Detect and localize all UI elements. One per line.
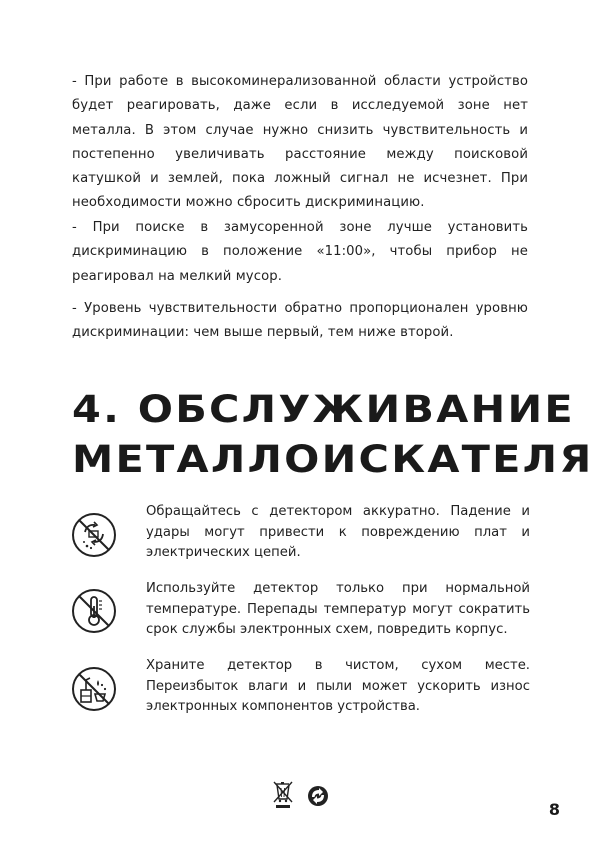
- weee-crossed-bin-icon: [272, 780, 294, 810]
- no-temperature-icon: [71, 588, 117, 634]
- page-number: 8: [548, 800, 560, 819]
- care-text-temperature: Используйте детектор только при нормальной температуре. Перепады температур могут сократить срок службы электронных схем, повредить корпус.: [146, 581, 530, 638]
- no-drop-icon: [71, 512, 117, 558]
- section-heading: [72, 385, 594, 485]
- paragraph-littered-area: - При поиске в замусоренной зоне лучше установить дискриминацию в положение «11:00», чтобы прибор не реагировал на мелкий мусор.: [72, 220, 528, 284]
- paragraph-mineralized-soil: - При работе в высокоминерализованной области устройство будет реагировать, даже если в исследуемой зоне нет металла. В этом случае нужно снизить чувствительность и постепенно увеличивать расстояние между поисковой катушкой и землей, пока ложный сигнал не исчезнет. При необходимости можно сбросить дискриминацию.: [72, 74, 528, 211]
- paragraph-sensitivity-discrimination: - Уровень чувствительности обратно пропорционален уровню дискриминации: чем выше первый, тем ниже второй.: [72, 301, 528, 341]
- section-heading-line1: 4. ОБСЛУЖИВАНИЕ: [72, 388, 575, 431]
- care-text-handling: Обращайтесь с детектором аккуратно. Падение и удары могут привести к повреждению плат и электрических цепей.: [146, 504, 530, 561]
- green-dot-recycling-icon: [307, 785, 329, 807]
- section-heading-line2: МЕТАЛЛОИСКАТЕЛЯ: [72, 438, 594, 481]
- care-text-storage: Храните детектор в чистом, сухом месте. Переизбыток влаги и пыли может ускорить износ электронных компонентов устройства.: [146, 658, 530, 715]
- no-moisture-dust-icon: [71, 666, 117, 712]
